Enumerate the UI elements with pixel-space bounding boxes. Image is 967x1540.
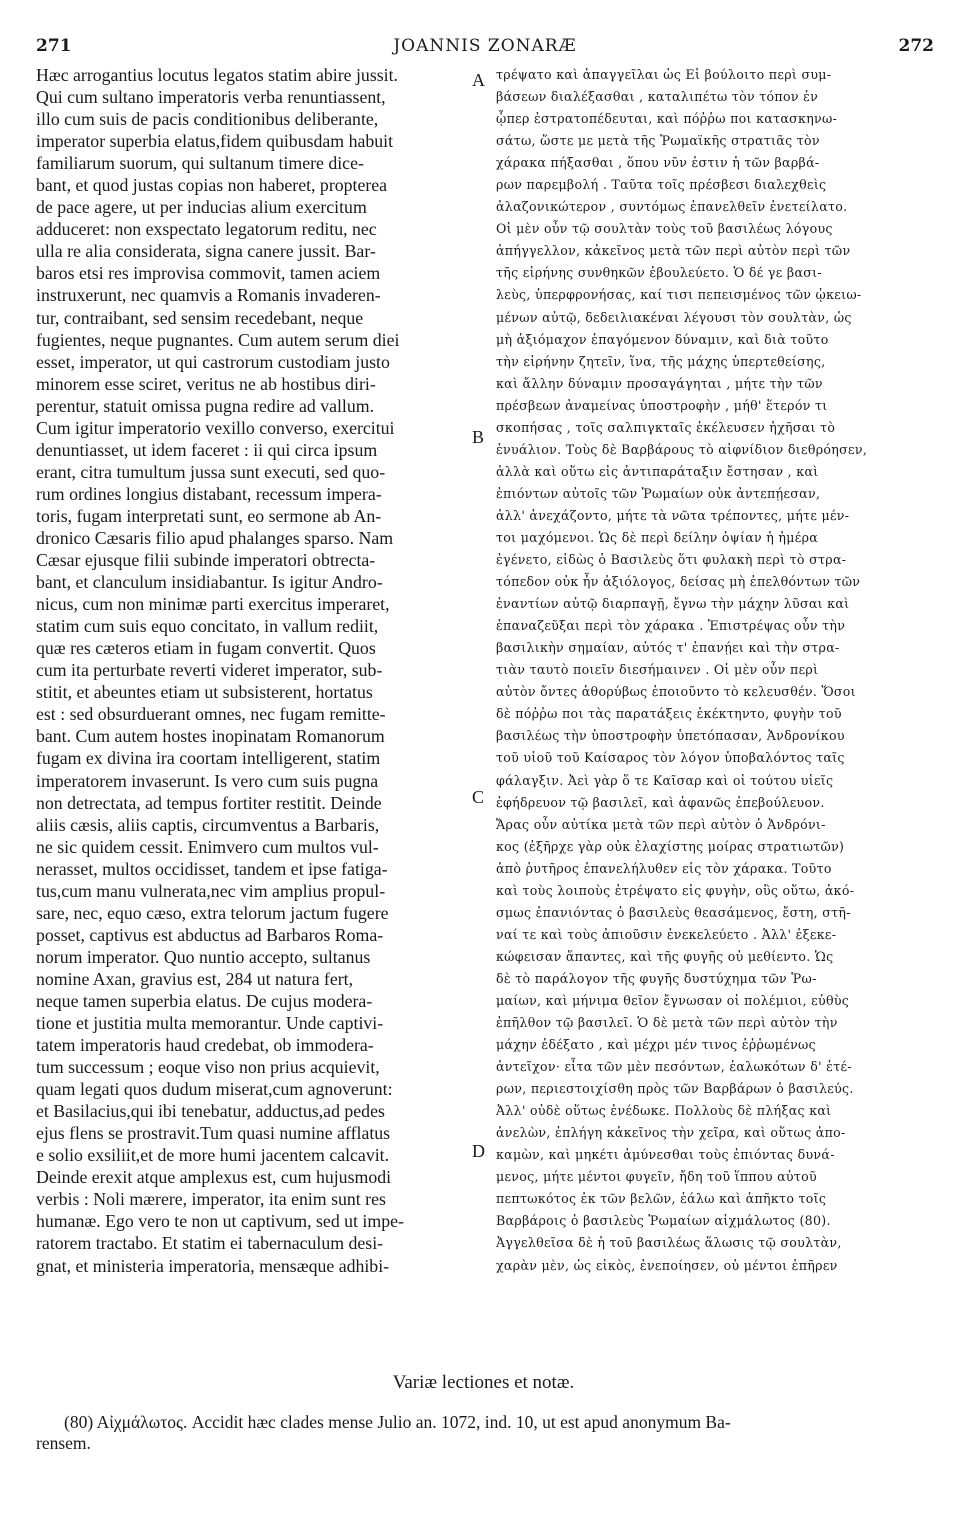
greek-text-line: ᾧπερ ἐστρατοπέδευται, καὶ πόῤῥω ποι κατασκηνω-: [496, 111, 838, 127]
latin-text-line: norum imperator. Quo nuntio accepto, sultanus: [36, 946, 371, 967]
latin-text-line: bant, et quod justas copias non haberet, propterea: [36, 175, 388, 196]
greek-text-line: τοῦ υἱοῦ τοῦ Καίσαρος τὸν λόγον ὑποβαλόντος ταῖς: [496, 750, 845, 766]
latin-text-line: dronico Cæsaris filio apud phalanges sparso. Nam: [36, 527, 394, 548]
greek-text-line: ἐναντίων αὐτῷ διαρπαγῇ, ἔγνω τὴν μάχην λῦσαι καὶ: [496, 596, 850, 612]
margin-letter-c: C: [472, 787, 485, 807]
footnote-line: rensem.: [36, 1433, 91, 1453]
latin-text-line: nerasset, multos occidisset, tandem et ipse fatiga-: [36, 858, 388, 879]
greek-text-line: δὲ πόῤῥω ποι τὰς παρατάξεις ἐκέκτηντο, φυγὴν τοῦ: [496, 706, 842, 722]
latin-text-line: stitit, et abeuntes etiam ut subsisterent, hortatus: [36, 682, 373, 703]
greek-text-line: καμὼν, καὶ μηκέτι ἀμύνεσθαι τοὺς ἐπιόντας δυνά-: [496, 1147, 835, 1163]
margin-letter-d: D: [472, 1141, 485, 1161]
latin-text-line: minorem esse sciret, veritus ne ab hostibus diri-: [36, 373, 376, 394]
latin-text-line: Deinde erexit atque amplexus est, cum hujusmodi: [36, 1167, 392, 1188]
latin-text-line: posset, captivus est abductus ad Barbaros Roma-: [36, 924, 384, 945]
latin-text-line: perentur, statuit omissa pugna redire ad vallum.: [36, 395, 375, 416]
latin-text-line: et Basilacius,qui ibi tenebatur, adductus,ad pedes: [36, 1101, 385, 1122]
greek-text-line: τοι μαχόμενοι. Ὡς δὲ περὶ δείλην ὀψίαν ἡ ἡμέρα: [496, 529, 819, 545]
latin-text-line: Cæsar ejusque filii subinde imperatori obtrecta-: [36, 550, 376, 571]
margin-letter-b: B: [472, 427, 485, 447]
latin-text-line: Cum igitur imperatorio vexillo converso, exercitui: [36, 417, 395, 438]
greek-text-line: ρων, περιεστοιχίσθη πρὸς τῶν Βαρβάρων ὁ βασιλεύς.: [496, 1081, 854, 1097]
latin-text-line: gnat, et ministeria imperatoria, mensæque adhibi-: [36, 1255, 390, 1276]
greek-text-line: τρέψατο καὶ ἀπαγγεῖλαι ὡς Εἰ βούλοιτο περὶ συμ-: [496, 67, 832, 82]
latin-text-line: imperator superbia elatus,fidem quibusdam habuit: [36, 131, 394, 152]
greek-text-line: Ἄρας οὖν αὐτίκα μετὰ τῶν περὶ αὐτὸν ὁ Ἀνδρόνι-: [496, 816, 826, 832]
latin-text-line: humanæ. Ego vero te non ut captivum, sed ut impe-: [36, 1211, 404, 1232]
latin-text-line: cum ita perturbate reverti videret imperator, sub-: [36, 660, 383, 681]
latin-text-line: ratorem tractabo. Et statim ei tabernaculum desi-: [36, 1233, 384, 1254]
latin-text-line: verbis : Noli mærere, imperator, ita enim sunt res: [36, 1189, 386, 1210]
running-header: [36, 36, 934, 60]
latin-text-line: e solio exsiliit,et de more humi jacentem calcavit.: [36, 1145, 390, 1166]
greek-text-line: φάλαγξιν. Ἀεὶ γὰρ ὅ τε Καῖσαρ καὶ οἱ τούτου υἱεῖς: [496, 772, 834, 788]
latin-text-line: Hæc arrogantius locutus legatos statim abire jussit.: [36, 65, 398, 85]
latin-text-line: esset, imperator, ut qui castrorum custodiam justo: [36, 351, 390, 372]
greek-text-line: τὴν εἰρήνην ζητεῖν, ἵνα, τῆς μάχης ὑπερτεθείσης,: [496, 353, 826, 369]
greek-text-line: σμως ἐπανιόντας ὁ βασιλεὺς θεασάμενος, ἔστη, στῆ-: [496, 904, 851, 920]
greek-text-line: ἀλαζονικώτερον , συντόμως ἐπανελθεῖν ἐνετείλατο.: [496, 199, 848, 215]
latin-text-line: est : sed obsurduerant omnes, nec fugam remitte-: [36, 704, 386, 725]
latin-text-line: tione et justitia multa memorantur. Unde captivi-: [36, 1013, 384, 1034]
greek-text-line: ἀλλ' ἀνεχάζοντο, μήτε τὰ νῶτα τρέποντες, μήτε μέν-: [496, 507, 850, 523]
footnotes: [36, 1412, 936, 1454]
latin-text-line: tum successum ; eoque viso non prius acquievit,: [36, 1057, 380, 1078]
latin-text-line: erant, citra tumultum jussa sunt executi, sed quo-: [36, 461, 386, 482]
latin-text-line: fugientes, neque pugnantes. Cum autem serum diei: [36, 329, 400, 350]
greek-text-line: ἐπιόντων αὐτοῖς τῶν Ῥωμαίων οὐκ ἀντεπῄεσαν,: [496, 485, 821, 501]
latin-text-line: Qui cum sultano imperatoris verba renuntiassent,: [36, 87, 386, 108]
footnote-line: (80) Αἰχμάλωτος. Accidit hæc clades mense Julio an. 1072, ind. 10, ut est apud anonymum Ba-: [64, 1412, 731, 1432]
margin-letter-a: A: [472, 70, 485, 90]
latin-text-line: adduceret: non exspectato legatorum reditu, nec: [36, 219, 377, 240]
latin-text-line: nicus, cum non minimæ parti exercitus imperaret,: [36, 594, 390, 615]
greek-text-line: σκοπήσας , τοῖς σαλπιγκταῖς ἐκέλευσεν ἠχῆσαι τὸ: [496, 419, 836, 435]
greek-text-line: λεὺς, ὑπερφρονήσας, καί τισι πεπεισμένος τῶν ᾠκειω-: [496, 287, 862, 303]
latin-text-line: ne sic quidem cessit. Enimvero cum multos vul-: [36, 836, 379, 857]
greek-text-line: ἐφήδρευον τῷ βασιλεῖ, καὶ ἀφανῶς ἐπεβούλευον.: [496, 794, 825, 810]
greek-text-line: τόπεδον οὐκ ἦν ἀξιόλογος, δείσας μὴ ἐπελθόντων τῶν: [496, 574, 861, 590]
greek-text-line: μάχην ἐδέξατο , καὶ μέχρι μέν τινος ἐῤῥωμένως: [496, 1037, 816, 1053]
greek-text-line: ἐπαναζεῦξαι περὶ τὸν χάρακα . Ἐπιστρέψας οὖν τὴν: [496, 618, 846, 634]
latin-text-line: familiarum suorum, qui sultanum timere dice-: [36, 153, 364, 174]
running-title: JOANNIS ZONARÆ: [393, 36, 577, 56]
latin-text-line: quam legati quos dudum miserat,cum agnoverunt:: [36, 1079, 393, 1100]
greek-text-line: ἀντεῖχον· εἶτα τῶν μὲν πεσόντων, ἑαλωκότων δ' ἑτέ-: [496, 1059, 852, 1075]
greek-text-line: ἀνελὼν, ἐπλήγη κἀκεῖνος τὴν χεῖρα, καὶ οὕτως ἀπο-: [496, 1125, 846, 1141]
greek-text-line: χάρακα πήξασθαι , ὅπου νῦν ἐστιν ἡ τῶν βαρβά-: [496, 155, 820, 171]
latin-column: [36, 64, 468, 1277]
greek-text-line: μενος, μήτε μέντοι φυγεῖν, ἤδη τοῦ ἵππου αὐτοῦ: [496, 1169, 817, 1185]
greek-text-line: ναί τε καὶ τοὺς ἀπιοῦσιν ἐνεκελεύετο . Ἀλλ' ἐξεκε-: [496, 926, 837, 942]
latin-text-line: statim cum suis equo concitato, in vallum rediit,: [36, 616, 379, 637]
latin-text-line: ejus flens se prostravit.Tum quasi numine afflatus: [36, 1123, 391, 1144]
greek-text-line: σάτω, ὥστε με μετὰ τῆς Ῥωμαϊκῆς στρατιᾶς τὸν: [496, 133, 820, 149]
latin-text-line: sare, nec, equo cæso, extra telorum jactum fugere: [36, 902, 389, 923]
page-number-left: 271: [36, 36, 72, 56]
greek-text-line: ἀπήγγελλον, κἀκεῖνος μετὰ τῶν περὶ αὐτὸν περὶ τῶν: [496, 243, 851, 259]
greek-text-line: ἐπῆλθον τῷ βασιλεῖ. Ὁ δὲ μετὰ τῶν περὶ αὐτὸν τὴν: [496, 1015, 838, 1031]
greek-text-line: ἀπὸ ῥυτῆρος ἐπανελήλυθεν εἰς τὸν χάρακα. Τοῦτο: [496, 860, 832, 876]
latin-text-line: imperatorem invaserunt. Is vero cum suis pugna: [36, 770, 379, 791]
greek-text-line: Ἀγγελθεῖσα δὲ ἡ τοῦ βασιλέως ἅλωσις τῷ σουλτὰν,: [496, 1235, 842, 1251]
greek-text-line: ἐγένετο, εἰδὼς ὁ Βασιλεὺς ὅτι φυλακὴ περὶ τὸ στρα-: [496, 552, 847, 568]
greek-text-line: καὶ ἄλλην δύναμιν προσαγάγηται , μήτε τὴν τῶν: [496, 375, 823, 391]
greek-column: [496, 64, 936, 1277]
latin-text-line: tatem imperatoris haud credebat, ob immodera-: [36, 1035, 374, 1056]
latin-text-line: illo cum suis de pacis conditionibus deliberante,: [36, 109, 379, 130]
greek-text-line: χαρὰν μὲν, ὡς εἰκὸς, ἐνεποίησεν, οὐ μέντοι ἐπῆρεν: [496, 1257, 838, 1273]
greek-text-line: πρέσβεων ἀναμείνας ὑποστροφὴν , μήθ' ἕτερόν τι: [496, 397, 828, 413]
greek-text-line: κώφεισαν ἅπαντες, καὶ τῆς φυγῆς οὐ μεθίεντο. Ὡς: [496, 948, 834, 964]
greek-text-line: Ἀλλ' οὐδὲ οὕτως ἐνέδωκε. Πολλοὺς δὲ πλήξας καὶ: [496, 1103, 832, 1119]
latin-text-line: bant. Cum autem hostes inopinatam Romanorum: [36, 726, 385, 747]
greek-text-line: βασιλικὴν σημαίαν, αὐτός τ' ἐπανῄει καὶ τὴν στρα-: [496, 640, 840, 656]
greek-text-line: πεπτωκότος ἐκ τῶν βελῶν, ἑάλω καὶ ἀπῆκτο τοῖς: [496, 1191, 827, 1207]
greek-text-line: αὐτὸν ὄντες ἀθορύβως ἐποιοῦντο τὸ κελευσθέν. Ὅσοι: [496, 684, 856, 700]
latin-text-line: ulla re alia considerata, signa canere jussit. Bar-: [36, 241, 376, 262]
greek-text-line: Βαρβάροις ὁ βασιλεὺς Ῥωμαίων αἰχμάλωτος (80).: [496, 1213, 831, 1229]
latin-text-line: instruxerunt, nec quamvis a Romanis invaderen-: [36, 285, 381, 306]
latin-text-line: bant, et clanculum insidiabantur. Is igitur Andro-: [36, 572, 383, 593]
greek-text-line: μὴ ἀξιόμαχον ἐπαγόμενον δύναμιν, καὶ διὰ τοῦτο: [496, 331, 829, 347]
latin-text-line: nomine Axan, gravius est, 284 ut natura fert,: [36, 968, 354, 989]
latin-text-line: rum ordines longius distabant, recessum impera-: [36, 483, 382, 504]
latin-text-line: denuntiasset, ut idem faceret : ii qui circa ipsum: [36, 439, 378, 460]
latin-text-line: quæ res cæteros etiam in fugam convertit. Quos: [36, 638, 376, 659]
latin-text-line: de pace agere, ut per inducias alium exercitum: [36, 197, 367, 218]
greek-text-line: βάσεων διαλέξασθαι , καταλιπέτω τὸν τόπον ἐν: [496, 89, 819, 105]
latin-text-line: toris, fugam interpretati sunt, eo sermone ab An-: [36, 505, 382, 526]
latin-text-line: fugam ex divina ira coortam intelligerent, statim: [36, 748, 381, 769]
greek-text-line: καὶ τοὺς λοιποὺς ἐτρέψατο εἰς φυγὴν, οὓς οὕτω, ἀκό-: [496, 882, 855, 898]
page-number-right: 272: [898, 36, 934, 56]
greek-text-line: τιὰν ταυτὸ ποιεῖν διεσήμαινεν . Οἱ μὲν οὖν περὶ: [496, 662, 819, 678]
greek-text-line: ρων παρεμβολή . Ταῦτα τοῖς πρέσβεσι διαλεχθεὶς: [496, 177, 827, 193]
notes-title: Variæ lectiones et notæ.: [392, 1372, 575, 1393]
greek-text-line: κος (ἐξῆρχε γὰρ οὐκ ἐλαχίστης μοίρας στρατιωτῶν): [496, 838, 845, 854]
latin-text-line: aliis cæsis, aliis captis, circumventus a Barbaris,: [36, 814, 380, 835]
latin-text-line: neque tamen superbia elatus. De cujus modera-: [36, 990, 373, 1011]
latin-text-line: baros etsi res improvisa commovit, tamen aciem: [36, 263, 381, 284]
greek-text-line: μαίων, καὶ μήνιμα θεῖον ἔγνωσαν οἱ πολέμιοι, εὐθὺς: [496, 992, 850, 1008]
greek-text-line: βασιλέως τὴν ὑποστροφὴν ὑπετόπασαν, Ἀνδρονίκου: [496, 728, 845, 744]
greek-text-line: Οἱ μὲν οὖν τῷ σουλτὰν τοὺς τοῦ βασιλέως λόγους: [496, 221, 833, 237]
latin-text-line: tus,cum manu vulnerata,nec vim amplius propul-: [36, 880, 386, 901]
greek-text-line: τῆς εἰρήνης συνθηκῶν ἐβουλεύετο. Ὁ δέ γε βασι-: [496, 265, 822, 281]
latin-text-line: non detrectata, ad tempus fortiter restitit. Deinde: [36, 792, 382, 813]
latin-text-line: tur, contraibant, sed sensim recedebant, neque: [36, 307, 364, 328]
greek-text-line: ἀλλὰ καὶ οὕτω εἰς ἀντιπαράταξιν ἔστησαν , καὶ: [496, 463, 819, 479]
greek-text-line: μένων αὐτῷ, δεδειλιακέναι λέγουσι τὸν σουλτὰν, ὡς: [496, 309, 852, 325]
greek-text-line: ἐνυάλιον. Τοὺς δὲ Βαρβάρους τὸ αἰφνίδιον διεθρόησεν,: [496, 441, 868, 457]
greek-text-line: δὲ τὸ παράλογον τῆς φυγῆς δυστύχημα τῶν Ῥω-: [496, 970, 817, 986]
